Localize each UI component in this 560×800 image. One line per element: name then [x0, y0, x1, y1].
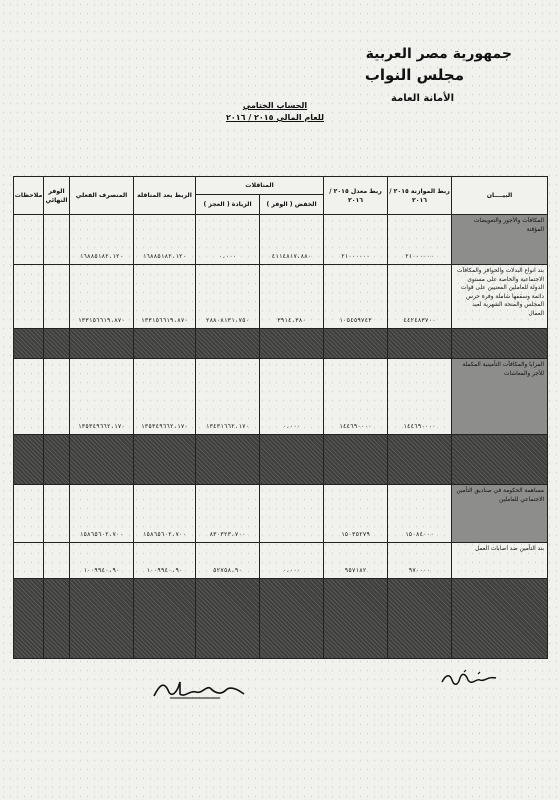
header-increase: الزيادة ( العجز )	[196, 195, 260, 215]
dark-cell	[134, 435, 196, 485]
table-row	[14, 543, 548, 579]
row-final-saving	[44, 543, 70, 579]
header-decrease: الخفض ( الوفر )	[260, 195, 324, 215]
row-increase: ٥٢٧٥٨،٩٠	[196, 543, 260, 579]
row-after-transfers: ١٥٨٦٥٦٠٢،٧٠٠	[134, 485, 196, 543]
dark-cell	[324, 579, 388, 659]
row-statement: بند انواع البدلات والحوافز والمكافآت الاجتماعية والخاصة على مستوى الدولة للعاملين المعنيين على قوات دائمة وسقفها شاملة وفرة حرس المجلس والمنحة الشهرية لعيد العمال	[452, 265, 548, 329]
dark-cell	[196, 435, 260, 485]
row-notes	[14, 359, 44, 435]
row-actual: ١٣٥٣٤٩٦٦٢،١٧٠	[70, 359, 134, 435]
header-statement: البيــــان	[452, 177, 548, 215]
row-statement: بند التأمين ضد اصابات العمل	[452, 543, 548, 579]
dark-cell	[260, 579, 324, 659]
row-actual: ١٦٨٨٥١٨٢،١٢٠	[70, 215, 134, 265]
document-title	[200, 100, 350, 124]
title-line: الحساب الختامي	[242, 101, 308, 110]
dark-cell	[14, 579, 44, 659]
row-decrease: ٠،٠٠٠	[260, 359, 324, 435]
header-final-saving: الوفر النهائي	[44, 177, 70, 215]
dark-cell	[196, 579, 260, 659]
header-amended: ربط معدل ٢٠١٥ / ٢٠١٦	[324, 177, 388, 215]
dark-cell	[44, 329, 70, 359]
country-name: جمهورية مصر العربية	[365, 46, 512, 62]
row-final-saving	[44, 359, 70, 435]
row-after-transfers: ١٦٨٨٥١٨٢،١٢٠	[134, 215, 196, 265]
row-budget: ١٤٤٦٩٠٠٠٠	[388, 359, 452, 435]
row-decrease: ٤١١٤٨١٧،٨٨٠	[260, 215, 324, 265]
row-notes	[14, 265, 44, 329]
dark-cell	[70, 435, 134, 485]
row-actual: ١٠٠٩٩٤٠،٩٠	[70, 543, 134, 579]
final-account-table	[13, 176, 548, 659]
dark-cell	[452, 435, 548, 485]
row-increase: ٠،٠٠٠	[196, 215, 260, 265]
department-name: الأمانة العامة	[391, 93, 454, 104]
row-increase: ١٣٤٣١٦٦٢،١٧٠	[196, 359, 260, 435]
dark-cell	[388, 435, 452, 485]
header-transfers: المناقلات	[196, 177, 324, 195]
dark-cell	[452, 329, 548, 359]
row-statement: مساهمة الحكومة في صناديق التأمين الاجتماعي للعاملين	[452, 485, 548, 543]
row-notes	[14, 215, 44, 265]
row-budget: ٤٤٢٤٨٣٧٠٠	[388, 265, 452, 329]
row-after-transfers: ١٣٥٣٤٩٦٦٢،١٧٠	[134, 359, 196, 435]
row-decrease: ٠،٠٠٠	[260, 543, 324, 579]
table-row	[14, 359, 548, 435]
total-row	[14, 329, 548, 359]
dark-cell	[70, 579, 134, 659]
row-after-transfers: ١٣٣١٥٦٦١٩،٨٧٠	[134, 265, 196, 329]
dark-cell	[196, 329, 260, 359]
dark-cell	[44, 579, 70, 659]
row-amended: ٢١٠٠٠٠٠٠	[324, 215, 388, 265]
total-row	[14, 579, 548, 659]
signature-left	[150, 676, 250, 702]
row-actual: ١٥٨٦٥٦٠٢،٧٠٠	[70, 485, 134, 543]
dark-cell	[324, 435, 388, 485]
row-final-saving	[44, 215, 70, 265]
dark-cell	[44, 435, 70, 485]
row-notes	[14, 485, 44, 543]
dark-cell	[388, 579, 452, 659]
dark-cell	[14, 435, 44, 485]
dark-cell	[388, 329, 452, 359]
row-final-saving	[44, 485, 70, 543]
row-budget: ٩٧٠٠٠٠	[388, 543, 452, 579]
fiscal-year-line: للعام المالي ٢٠١٥ / ٢٠١٦	[226, 113, 324, 122]
row-notes	[14, 543, 44, 579]
dark-cell	[70, 329, 134, 359]
row-decrease	[260, 485, 324, 543]
row-amended: ٩٥٧١٨٢	[324, 543, 388, 579]
dark-cell	[260, 329, 324, 359]
dark-cell	[134, 579, 196, 659]
row-statement: المزايا والمكافآت التأمينية المكملة للأجر والمعاشات	[452, 359, 548, 435]
institution-name: مجلس النواب	[364, 66, 464, 84]
dark-cell	[260, 435, 324, 485]
dark-cell	[324, 329, 388, 359]
row-amended: ١٠٥٤٥٩٧٤٣	[324, 265, 388, 329]
header-notes: ملاحظات	[14, 177, 44, 215]
table-row	[14, 215, 548, 265]
row-increase: ٢٨٨٠٨١٣١،٧٥٠	[196, 265, 260, 329]
row-increase: ٨٣٠٣٢٣،٧٠٠	[196, 485, 260, 543]
row-budget: ٢١٠٠٠٠٠٠	[388, 215, 452, 265]
dark-cell	[134, 329, 196, 359]
dark-cell	[452, 579, 548, 659]
header-budget: ربط الموازنة ٢٠١٥ / ٢٠١٦	[388, 177, 452, 215]
row-final-saving	[44, 265, 70, 329]
row-decrease: ٣٩١٤،٣٨٠	[260, 265, 324, 329]
table-row	[14, 265, 548, 329]
signature-right	[438, 668, 500, 690]
header-after-transfers: الربط بعد المناقلة	[134, 177, 196, 215]
row-statement: المكافآت والأجور والتعويضات المؤقتة	[452, 215, 548, 265]
dark-cell	[14, 329, 44, 359]
row-after-transfers: ١٠٠٩٩٤٠،٩٠	[134, 543, 196, 579]
total-row	[14, 435, 548, 485]
row-actual: ١٣٣١٥٦٦١٩،٨٧٠	[70, 265, 134, 329]
row-amended: ١٤٤٦٩٠٠٠٠	[324, 359, 388, 435]
row-amended: ١٥٠٣٥٢٧٩	[324, 485, 388, 543]
table-row	[14, 485, 548, 543]
letterhead	[312, 44, 512, 106]
row-budget: ١٥٠٨٤٠٠٠	[388, 485, 452, 543]
header-actual: المنصرف الفعلي	[70, 177, 134, 215]
